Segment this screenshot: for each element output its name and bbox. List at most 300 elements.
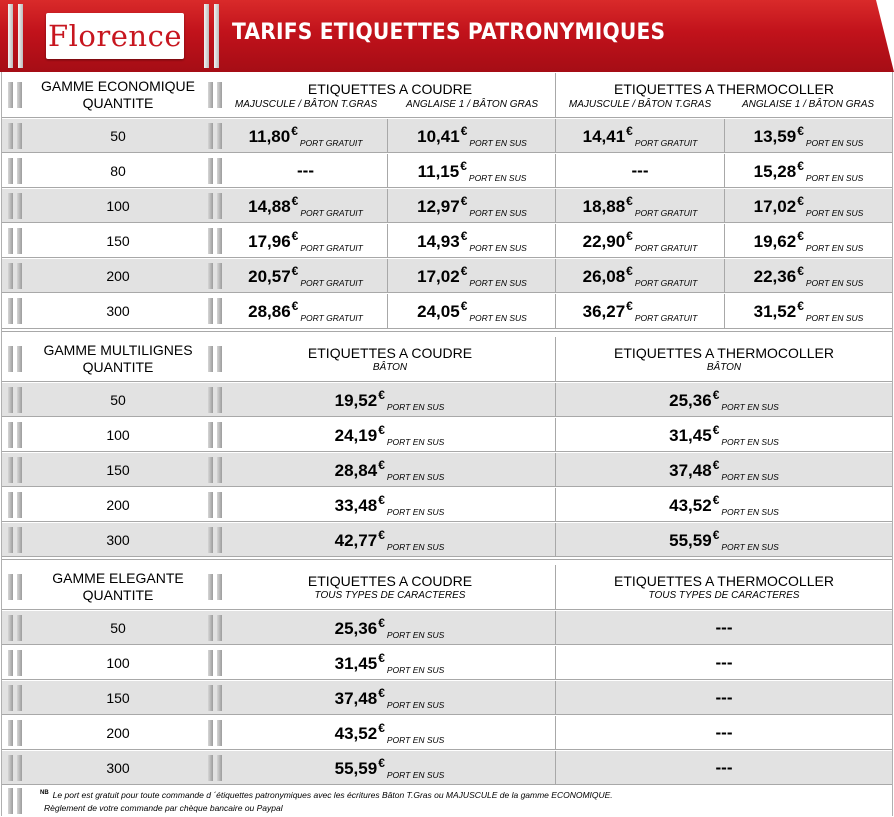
currency-symbol: € <box>797 123 804 138</box>
quantity-cell <box>28 751 208 784</box>
row-grip-icon <box>8 193 23 219</box>
row-grip-icon <box>208 527 223 553</box>
quantity-value: 100 <box>106 197 130 214</box>
footnote-tag: NB <box>40 790 49 796</box>
currency-symbol: € <box>797 193 804 208</box>
table-row <box>2 716 892 749</box>
price-unavailable: --- <box>715 687 733 707</box>
table-row <box>2 119 892 152</box>
page-header <box>0 0 894 72</box>
currency-symbol: € <box>626 299 633 313</box>
price-value: 31,45 <box>669 425 712 445</box>
row-grip-icon <box>8 720 23 746</box>
footnote <box>40 787 613 815</box>
price <box>754 229 864 253</box>
price-value: 55,59 <box>334 758 378 778</box>
quantity-value: 80 <box>110 162 126 179</box>
row-divider <box>2 381 892 382</box>
coudre-sub-1: MAJUSCULE / BÂTON T.GRAS <box>234 98 378 110</box>
currency-symbol: € <box>712 457 720 472</box>
shipping-note: PORT EN SUS <box>386 401 445 412</box>
price <box>669 388 779 412</box>
price-value: 18,88 <box>582 196 626 216</box>
row-grip-icon <box>208 158 223 184</box>
shipping-note: PORT GRATUIT <box>634 137 698 148</box>
currency-symbol: € <box>378 615 385 630</box>
coudre-majuscule-price <box>224 224 387 257</box>
row-grip-icon <box>208 228 223 254</box>
currency-symbol: € <box>291 228 299 243</box>
shipping-note: PORT EN SUS <box>721 506 779 517</box>
coudre-anglaise-price <box>388 224 556 257</box>
row-grip-icon <box>208 720 223 746</box>
row-grip-icon <box>8 527 23 553</box>
row-grip-icon <box>8 123 23 149</box>
quantity-cell <box>28 488 208 521</box>
coudre-majuscule-price <box>224 119 387 152</box>
header-grip-bar <box>18 4 23 68</box>
currency-symbol: € <box>291 193 299 208</box>
footnote-line-1: Le port est gratuit pour toute commande d ´étiquettes patronymiques avec les écritures Bâton T.Gras ou MAJUSCULE de la gamme ECONOMIQUE. <box>52 790 613 800</box>
price-unavailable: --- <box>715 757 733 777</box>
coudre-baton-price <box>224 523 555 556</box>
row-grip-icon <box>208 193 223 219</box>
quantity-heading: QUANTITE <box>82 359 154 375</box>
row-grip-icon <box>208 615 223 641</box>
thermo-elegante-price <box>556 751 892 784</box>
thermo-baton-price <box>556 453 892 486</box>
shipping-note: PORT EN SUS <box>386 506 445 517</box>
price <box>335 423 445 447</box>
shipping-note: PORT EN SUS <box>721 471 779 482</box>
thermo-baton-price <box>556 418 892 451</box>
row-grip-icon <box>208 650 223 676</box>
column-divider <box>555 565 556 609</box>
elegante-coudre-header <box>224 565 556 609</box>
thermo-elegante-price <box>556 681 892 714</box>
currency-symbol: € <box>291 123 298 138</box>
shipping-note: PORT EN SUS <box>805 242 864 253</box>
coudre-majuscule-price <box>224 294 387 328</box>
table-row <box>2 681 892 714</box>
price-value: 25,36 <box>334 618 378 638</box>
coudre-anglaise-price <box>388 189 556 222</box>
row-grip-icon <box>8 492 23 518</box>
quantity-cell <box>28 453 208 486</box>
row-grip-icon <box>8 788 23 814</box>
coudre-sub: BÂTON <box>372 362 408 373</box>
coudre-title: ETIQUETTES A COUDRE <box>307 573 473 589</box>
currency-symbol: € <box>378 720 385 735</box>
currency-symbol: € <box>460 193 468 208</box>
price-value: 42,77 <box>334 530 378 550</box>
currency-symbol: € <box>460 228 468 243</box>
economique-thermo-header <box>556 73 892 117</box>
shipping-note: PORT EN SUS <box>469 137 527 148</box>
price-value: 37,48 <box>334 688 378 708</box>
quantity-value: 150 <box>106 232 130 249</box>
price <box>669 528 779 552</box>
thermo-majuscule-price <box>556 224 724 257</box>
price-unavailable: --- <box>297 160 314 180</box>
shipping-note: PORT EN SUS <box>805 172 864 183</box>
row-divider <box>2 714 892 715</box>
coudre-sub-2: ANGLAISE 1 / BÂTON GRAS <box>405 98 539 110</box>
thermo-sub-2: ANGLAISE 1 / BÂTON GRAS <box>741 98 875 110</box>
price <box>583 124 698 148</box>
row-divider <box>2 451 892 452</box>
shipping-note: PORT EN SUS <box>721 541 779 552</box>
row-grip-icon <box>208 263 223 289</box>
currency-symbol: € <box>712 492 720 507</box>
price <box>335 458 445 482</box>
thermo-majuscule-price <box>556 259 724 292</box>
coudre-majuscule-price <box>224 259 387 292</box>
coudre-elegante-price <box>224 611 555 644</box>
elegante-header-row <box>2 565 892 609</box>
row-grip-icon <box>208 346 223 372</box>
row-grip-icon <box>208 755 223 781</box>
shipping-note: PORT EN SUS <box>469 242 527 253</box>
currency-symbol: € <box>378 527 385 542</box>
row-grip-icon <box>8 158 23 184</box>
thermo-majuscule-price <box>556 189 724 222</box>
price <box>248 194 363 218</box>
price-value: 15,28 <box>753 161 797 181</box>
price <box>754 159 864 183</box>
currency-symbol: € <box>378 492 385 507</box>
quantity-value: 200 <box>106 267 130 284</box>
table-row <box>2 383 892 416</box>
price <box>335 388 445 412</box>
price <box>248 229 363 253</box>
quantity-value: 100 <box>106 654 130 671</box>
currency-symbol: € <box>460 158 467 173</box>
price-value: 14,93 <box>417 231 460 251</box>
column-divider <box>555 337 556 381</box>
table-row <box>2 154 892 187</box>
row-divider <box>2 749 892 750</box>
price-value: 33,48 <box>334 495 378 515</box>
thermo-baton-price <box>556 383 892 416</box>
shipping-note: PORT EN SUS <box>469 313 527 323</box>
price-value: 26,08 <box>582 266 626 286</box>
table-row <box>2 294 892 328</box>
table-row <box>2 523 892 556</box>
row-grip-icon <box>8 574 23 600</box>
coudre-baton-price <box>224 383 555 416</box>
currency-symbol: € <box>712 422 720 437</box>
row-divider <box>2 416 892 417</box>
price-value: 55,59 <box>669 530 712 550</box>
currency-symbol: € <box>626 123 633 138</box>
currency-symbol: € <box>291 299 299 313</box>
price <box>669 423 779 447</box>
table-row <box>2 751 892 784</box>
price <box>583 264 698 288</box>
quantity-value: 300 <box>106 303 130 319</box>
economique-coudre-header <box>224 73 556 117</box>
thermo-sub: TOUS TYPES DE CARACTERES <box>648 590 800 601</box>
row-divider <box>2 679 892 680</box>
economique-header-row <box>2 73 892 117</box>
brand-logo <box>46 13 184 59</box>
price-value: 19,52 <box>334 390 378 410</box>
price-value: 14,41 <box>582 126 626 146</box>
quantity-value: 300 <box>106 531 130 548</box>
section-divider <box>2 328 892 332</box>
shipping-note: PORT EN SUS <box>468 172 527 183</box>
thermo-majuscule-price <box>556 294 724 328</box>
currency-symbol: € <box>460 123 468 138</box>
currency-symbol: € <box>378 457 385 472</box>
quantity-value: 200 <box>106 724 130 741</box>
row-grip-icon <box>8 263 23 289</box>
price-value: 24,19 <box>334 425 378 445</box>
currency-symbol: € <box>626 193 633 208</box>
coudre-anglaise-price <box>388 259 556 292</box>
shipping-note: PORT GRATUIT <box>634 277 698 288</box>
coudre-elegante-price <box>224 716 555 749</box>
coudre-title: ETIQUETTES A COUDRE <box>307 345 473 361</box>
currency-symbol: € <box>797 228 804 243</box>
shipping-note: PORT GRATUIT <box>634 313 698 323</box>
row-grip-icon <box>8 387 23 413</box>
column-divider <box>555 73 556 117</box>
shipping-note: PORT GRATUIT <box>634 242 698 253</box>
price <box>754 194 864 218</box>
thermo-elegante-price <box>556 646 892 679</box>
currency-symbol: € <box>797 158 804 173</box>
quantity-cell <box>28 523 208 556</box>
quantity-value: 50 <box>110 619 126 636</box>
thermo-anglaise-price <box>725 189 892 222</box>
elegante-range-label <box>28 565 208 609</box>
shipping-note: PORT EN SUS <box>805 277 864 288</box>
row-divider <box>2 152 892 153</box>
row-divider <box>2 609 892 610</box>
thermo-sub-1: MAJUSCULE / BÂTON T.GRAS <box>568 98 712 110</box>
quantity-value: 200 <box>106 496 130 513</box>
price-value: 17,96 <box>248 231 291 251</box>
price <box>669 493 779 517</box>
shipping-note: PORT EN SUS <box>386 436 445 447</box>
quantity-value: 50 <box>110 391 126 408</box>
header-grip-bar <box>8 4 13 68</box>
row-divider <box>2 222 892 223</box>
row-grip-icon <box>8 346 23 372</box>
price-unavailable: --- <box>715 617 733 637</box>
coudre-elegante-price <box>224 681 555 714</box>
multilignes-range-label <box>28 337 208 381</box>
shipping-note: PORT GRATUIT <box>300 277 363 288</box>
row-divider <box>2 486 892 487</box>
shipping-note: PORT GRATUIT <box>300 242 363 253</box>
header-grip-bar <box>204 4 209 68</box>
quantity-value: 50 <box>110 127 126 144</box>
currency-symbol: € <box>626 228 633 243</box>
price-unavailable: --- <box>631 160 649 180</box>
price-value: 28,86 <box>248 302 291 321</box>
multilignes-header-row <box>2 337 892 381</box>
quantity-cell <box>28 294 208 328</box>
table-row <box>2 189 892 222</box>
row-grip-icon <box>8 82 23 108</box>
price <box>417 124 527 148</box>
thermo-elegante-price <box>556 611 892 644</box>
price-value: 31,45 <box>334 653 378 673</box>
table-row <box>2 611 892 644</box>
price <box>669 458 779 482</box>
coudre-elegante-price <box>224 646 555 679</box>
shipping-note: PORT GRATUIT <box>300 313 363 323</box>
table-row <box>2 418 892 451</box>
coudre-title: ETIQUETTES A COUDRE <box>307 80 473 97</box>
row-grip-icon <box>8 422 23 448</box>
currency-symbol: € <box>291 263 299 278</box>
thermo-majuscule-price <box>556 119 724 152</box>
table-row <box>2 453 892 486</box>
thermo-anglaise-price <box>725 224 892 257</box>
price <box>335 756 445 780</box>
page-title: TARIFS ETIQUETTES PATRONYMIQUES <box>232 20 666 45</box>
price <box>754 264 864 288</box>
multilignes-thermo-header <box>556 337 892 381</box>
currency-symbol: € <box>378 685 385 700</box>
row-grip-icon <box>208 82 223 108</box>
row-grip-icon <box>8 228 23 254</box>
price-value: 22,90 <box>582 231 626 251</box>
price-value: 10,41 <box>417 126 460 146</box>
shipping-note: PORT EN SUS <box>386 629 445 640</box>
quantity-cell <box>28 189 208 222</box>
quantity-cell <box>28 119 208 152</box>
price <box>249 124 363 148</box>
shipping-note: PORT EN SUS <box>386 541 445 552</box>
quantity-cell <box>28 383 208 416</box>
row-grip-icon <box>208 457 223 483</box>
currency-symbol: € <box>626 263 633 278</box>
quantity-cell <box>28 259 208 292</box>
shipping-note: PORT GRATUIT <box>634 207 698 218</box>
price <box>417 194 527 218</box>
price-value: 28,84 <box>334 460 378 480</box>
row-grip-icon <box>208 422 223 448</box>
price-value: 20,57 <box>248 266 291 286</box>
row-divider <box>2 117 892 118</box>
price-value: 25,36 <box>669 390 712 410</box>
price-value: 17,02 <box>417 266 460 286</box>
shipping-note: PORT EN SUS <box>805 313 864 323</box>
row-grip-icon <box>8 685 23 711</box>
price <box>335 651 445 675</box>
currency-symbol: € <box>797 299 804 313</box>
quantity-heading: QUANTITE <box>82 95 154 111</box>
currency-symbol: € <box>378 650 385 665</box>
shipping-note: PORT EN SUS <box>386 699 445 710</box>
price <box>248 299 363 323</box>
currency-symbol: € <box>712 527 720 542</box>
shipping-note: PORT EN SUS <box>386 664 445 675</box>
quantity-value: 300 <box>106 759 130 776</box>
thermo-sub: BÂTON <box>706 362 742 373</box>
quantity-cell <box>28 418 208 451</box>
range-name: GAMME MULTILIGNES <box>43 342 193 358</box>
price <box>417 299 527 323</box>
row-grip-icon <box>8 650 23 676</box>
price-value: 11,15 <box>417 161 460 181</box>
price-unavailable: --- <box>715 652 733 672</box>
coudre-baton-price <box>224 418 555 451</box>
shipping-note: PORT EN SUS <box>805 207 864 218</box>
shipping-note: PORT EN SUS <box>805 137 864 148</box>
thermo-majuscule-price <box>556 154 724 187</box>
header-grip-bar <box>214 4 219 68</box>
row-divider <box>2 187 892 188</box>
price <box>754 124 864 148</box>
currency-symbol: € <box>712 387 720 402</box>
price-value: 43,52 <box>334 723 378 743</box>
quantity-heading: QUANTITE <box>82 587 154 603</box>
price-value: 24,05 <box>417 302 460 321</box>
price-value: 13,59 <box>753 126 797 146</box>
price <box>583 299 698 323</box>
range-name: GAMME ELEGANTE <box>52 570 184 586</box>
thermo-anglaise-price <box>725 294 892 328</box>
shipping-note: PORT GRATUIT <box>299 137 363 148</box>
price <box>335 616 445 640</box>
thermo-title: ETIQUETTES A THERMOCOLLER <box>614 345 834 361</box>
shipping-note: PORT EN SUS <box>721 401 779 412</box>
currency-symbol: € <box>378 755 385 770</box>
coudre-majuscule-price <box>224 154 387 187</box>
thermo-title: ETIQUETTES A THERMOCOLLER <box>614 80 834 97</box>
thermo-anglaise-price <box>725 259 892 292</box>
row-grip-icon <box>8 298 23 324</box>
price <box>417 264 527 288</box>
row-divider <box>2 521 892 522</box>
shipping-note: PORT EN SUS <box>386 769 445 780</box>
price-value: 14,88 <box>248 196 291 216</box>
quantity-cell <box>28 646 208 679</box>
section-divider <box>2 556 892 560</box>
price-value: 12,97 <box>417 196 460 216</box>
table-row <box>2 224 892 257</box>
coudre-majuscule-price <box>224 189 387 222</box>
row-divider <box>2 292 892 293</box>
elegante-thermo-header <box>556 565 892 609</box>
row-divider <box>2 644 892 645</box>
thermo-anglaise-price <box>725 119 892 152</box>
thermo-baton-price <box>556 523 892 556</box>
currency-symbol: € <box>460 263 468 278</box>
row-grip-icon <box>208 685 223 711</box>
coudre-anglaise-price <box>388 119 556 152</box>
price-value: 19,62 <box>753 231 797 251</box>
price-value: 37,48 <box>669 460 712 480</box>
price-value: 11,80 <box>248 126 291 146</box>
quantity-value: 150 <box>106 461 130 478</box>
footnote-line-2: Règlement de votre commande par chèque bancaire ou Paypal <box>44 803 283 813</box>
thermo-baton-price <box>556 488 892 521</box>
coudre-subheaders <box>224 99 556 110</box>
quantity-cell <box>28 716 208 749</box>
range-label-text <box>52 570 183 604</box>
coudre-anglaise-price <box>388 294 556 328</box>
row-divider <box>2 257 892 258</box>
price <box>583 194 698 218</box>
row-grip-icon <box>208 387 223 413</box>
